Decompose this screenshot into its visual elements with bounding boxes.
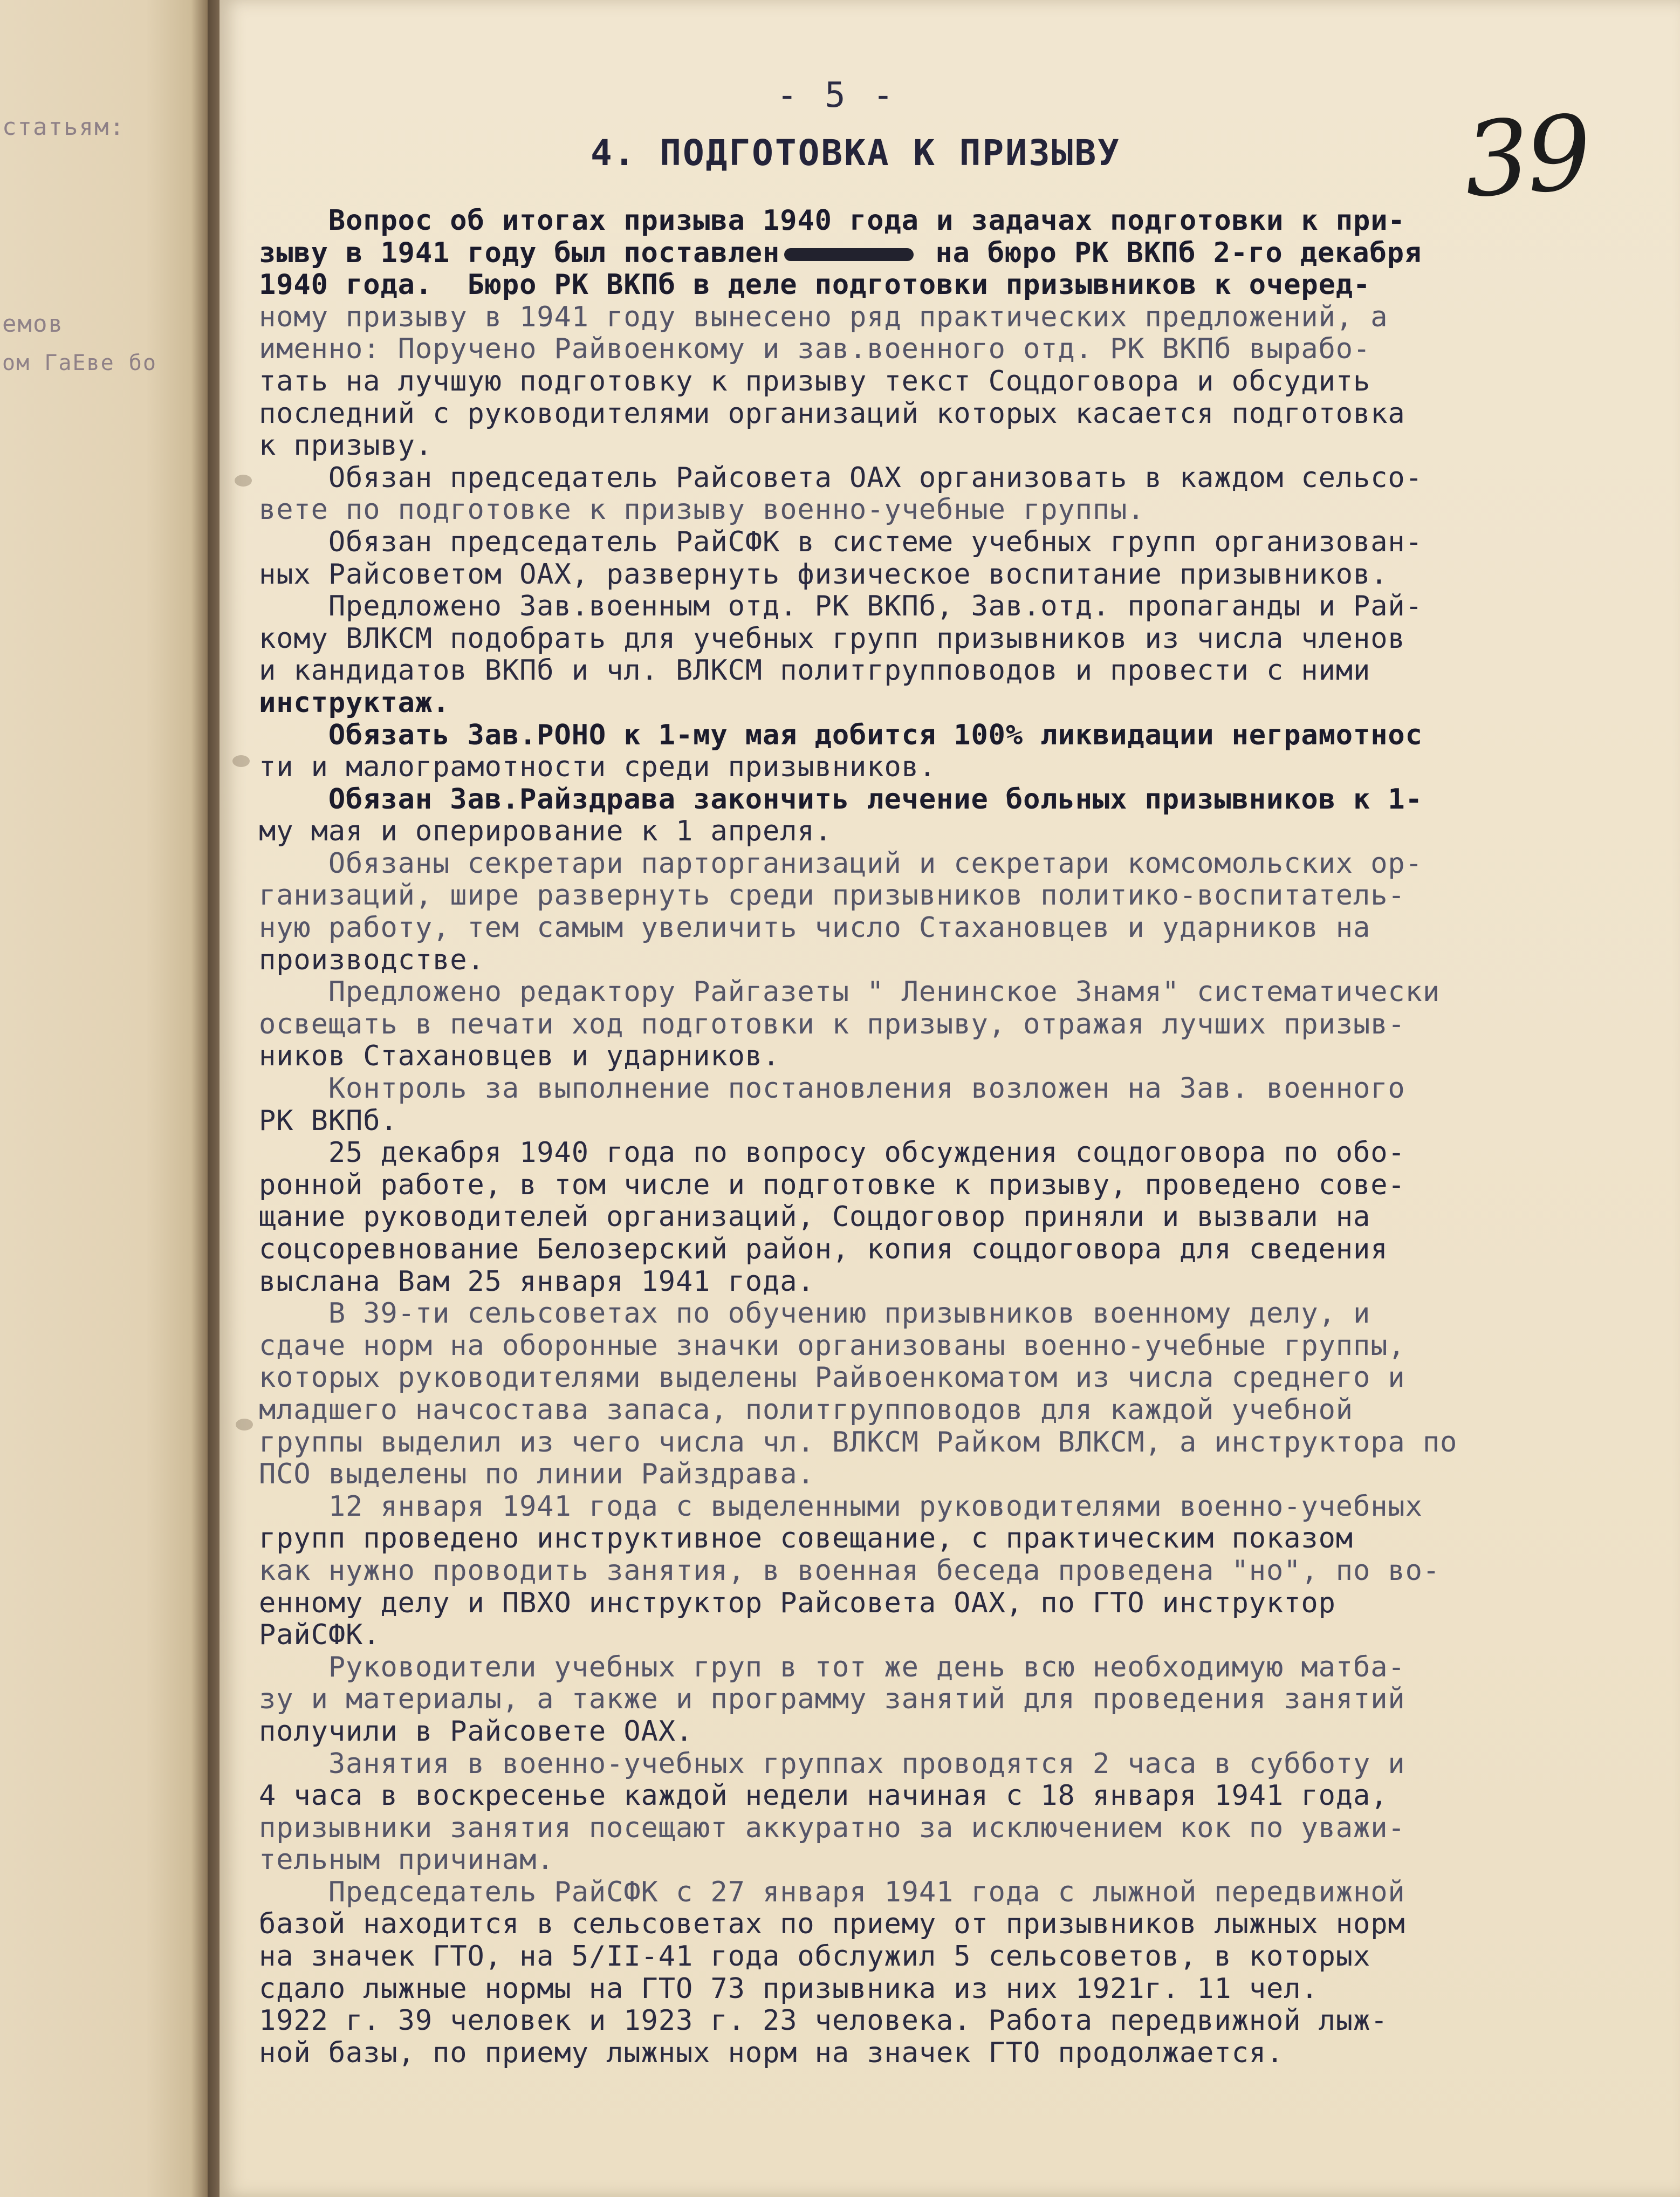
book-gutter: [208, 0, 220, 2197]
text-line: 1940 года. Бюро РК ВКПб в деле подготовки призывников к очеред-: [259, 269, 1371, 302]
text-line: ной базы, по приему лыжных норм на значек ГТО продолжается.: [259, 2036, 1284, 2069]
left-page-fragment: емов: [2, 310, 64, 338]
text-line: и кандидатов ВКПб и чл. ВЛКСМ политгрупповодов и провести с ними: [259, 654, 1371, 687]
archive-folio-number: 39: [1460, 93, 1593, 221]
text-line-part: на бюро РК ВКПб 2-го декабря: [918, 236, 1422, 269]
text-line: [259, 237, 1596, 270]
text-line: кому ВЛКСМ подобрать для учебных групп призывников из числа членов: [259, 622, 1405, 655]
text-line: Занятия в военно-учебных группах проводятся 2 часа в субботу и: [259, 1747, 1405, 1780]
text-line: 4 часа в воскресенье каждой недели начиная с 18 января 1941 года,: [259, 1779, 1388, 1812]
left-page-fragment: статьям:: [2, 113, 125, 141]
section-heading: 4. ПОДГОТОВКА К ПРИЗЫВУ: [591, 132, 1121, 174]
text-line: Обязать Зав.РОНО к 1-му мая добится 100% ликвидации неграмотнос: [259, 718, 1423, 751]
text-line: енному делу и ПВХО инструктор Райсовета ОАХ, по ГТО инструктор: [259, 1586, 1336, 1619]
text-line: ронной работе, в том числе и подготовке к призыву, проведено сове-: [259, 1168, 1405, 1201]
text-line: Вопрос об итогах призыва 1940 года и задачах подготовки к при-: [259, 204, 1405, 237]
text-line: групп проведено инструктивное совещание, с практическим показом: [259, 1522, 1354, 1555]
text-line: тельным причинам.: [259, 1844, 554, 1877]
document-body: [259, 205, 1596, 2069]
text-line: получили в Райсовете ОАХ.: [259, 1715, 694, 1748]
text-line: 25 декабря 1940 года по вопросу обсуждения соцдоговора по обо-: [259, 1137, 1405, 1169]
text-line: именно: Поручено Райвоенкому и зав.военного отд. РК ВКПб вырабо-: [259, 333, 1371, 366]
text-line: Председатель РайСФК с 27 января 1941 года с лыжной передвижной: [259, 1876, 1405, 1908]
text-line: Обязан председатель Райсовета ОАХ организовать в каждом сельсо-: [259, 461, 1423, 494]
text-line: Предложено Зав.военным отд. РК ВКПб, Зав.отд. пропаганды и Рай-: [259, 590, 1423, 623]
text-line: призывники занятия посещают аккуратно за исключением кок по уважи-: [259, 1811, 1405, 1844]
text-line: В 39-ти сельсоветах по обучению призывников военному делу, и: [259, 1297, 1371, 1330]
strikethrough-mark: [784, 248, 914, 261]
text-line: ганизаций, шире развернуть среди призывников политико-воспитатель-: [259, 879, 1405, 912]
text-line: Обязан председатель РайСФК в системе учебных групп организован-: [259, 525, 1423, 558]
text-line: ников Стахановцев и ударников.: [259, 1040, 780, 1073]
text-line: 1922 г. 39 человек и 1923 г. 23 человека. Работа передвижной лыж-: [259, 2004, 1388, 2037]
text-line: му мая и оперирование к 1 апреля.: [259, 815, 832, 848]
text-line: на значек ГТО, на 5/II-41 года обслужил 5 сельсоветов, в которых: [259, 1940, 1371, 1973]
text-line: группы выделил из чего числа чл. ВЛКСМ Райком ВЛКСМ, а инструктора по: [259, 1426, 1458, 1459]
text-line: младшего начсостава запаса, политгрупповодов для каждой учебной: [259, 1393, 1354, 1426]
text-line: Руководители учебных груп в тот же день всю необходимую матба-: [259, 1651, 1405, 1683]
text-line: РайСФК.: [259, 1619, 381, 1652]
text-line: Предложено редактору Райгазеты " Ленинское Знамя" систематически: [259, 976, 1441, 1009]
text-line: 12 января 1941 года с выделенными руководителями военно-учебных: [259, 1490, 1423, 1523]
text-line: сдало лыжные нормы на ГТО 73 призывника из них 1921г. 11 чел.: [259, 1972, 1319, 2005]
text-line: как нужно проводить занятия, в военная беседа проведена "но", по во-: [259, 1554, 1441, 1587]
text-line: щание руководителей организаций, Соцдоговор приняли и вызвали на: [259, 1201, 1371, 1234]
text-line: ную работу, тем самым увеличить число Стахановцев и ударников на: [259, 912, 1371, 944]
text-line: базой находится в сельсоветах по приему от призывников лыжных норм: [259, 1908, 1405, 1941]
text-line: тать на лучшую подготовку к призыву текст Соцдоговора и обсудить: [259, 365, 1371, 398]
text-line: к призыву.: [259, 429, 433, 462]
text-line: последний с руководителями организаций которых касается подготовка: [259, 397, 1405, 430]
text-line: выслана Вам 25 января 1941 года.: [259, 1265, 815, 1298]
text-line: вете по подготовке к призыву военно-учебные группы.: [259, 494, 1145, 526]
page-number: - 5 -: [777, 76, 897, 115]
left-page: [0, 0, 208, 2197]
text-line: РК ВКПб.: [259, 1104, 398, 1137]
text-line: соцсоревнование Белозерский район, копия соцдоговора для сведения: [259, 1233, 1388, 1265]
text-line: Контроль за выполнение постановления возложен на Зав. военного: [259, 1072, 1405, 1105]
text-line: сдаче норм на оборонные значки организованы военно-учебные группы,: [259, 1329, 1405, 1362]
text-line: Обязаны секретари парторганизаций и секретари комсомольских ор-: [259, 847, 1423, 880]
text-line: освещать в печати ход подготовки к призыву, отражая лучших призыв-: [259, 1008, 1405, 1041]
text-line-part: зыву в 1941 году был поставлен: [259, 236, 780, 269]
text-line: ному призыву в 1941 году вынесено ряд практических предложений, а: [259, 300, 1388, 333]
text-line: производстве.: [259, 943, 485, 976]
text-line: Обязан Зав.Райздрава закончить лечение больных призывников к 1-: [259, 783, 1423, 816]
punch-hole: [235, 475, 252, 487]
text-line: ПСО выделены по линии Райздрава.: [259, 1458, 815, 1491]
punch-hole: [236, 1419, 253, 1431]
text-line: инструктаж.: [259, 686, 450, 719]
text-line: которых руководителями выделены Райвоенкоматом из числа среднего и: [259, 1361, 1405, 1394]
text-line: ных Райсоветом ОАХ, развернуть физическое воспитание призывников.: [259, 558, 1388, 591]
text-line: зу и материалы, а также и программу занятий для проведения занятий: [259, 1683, 1405, 1716]
left-page-fragment: ом ГаЕве бо: [2, 351, 157, 375]
text-line: ти и малограмотности среди призывников.: [259, 751, 937, 784]
punch-hole: [232, 755, 250, 767]
